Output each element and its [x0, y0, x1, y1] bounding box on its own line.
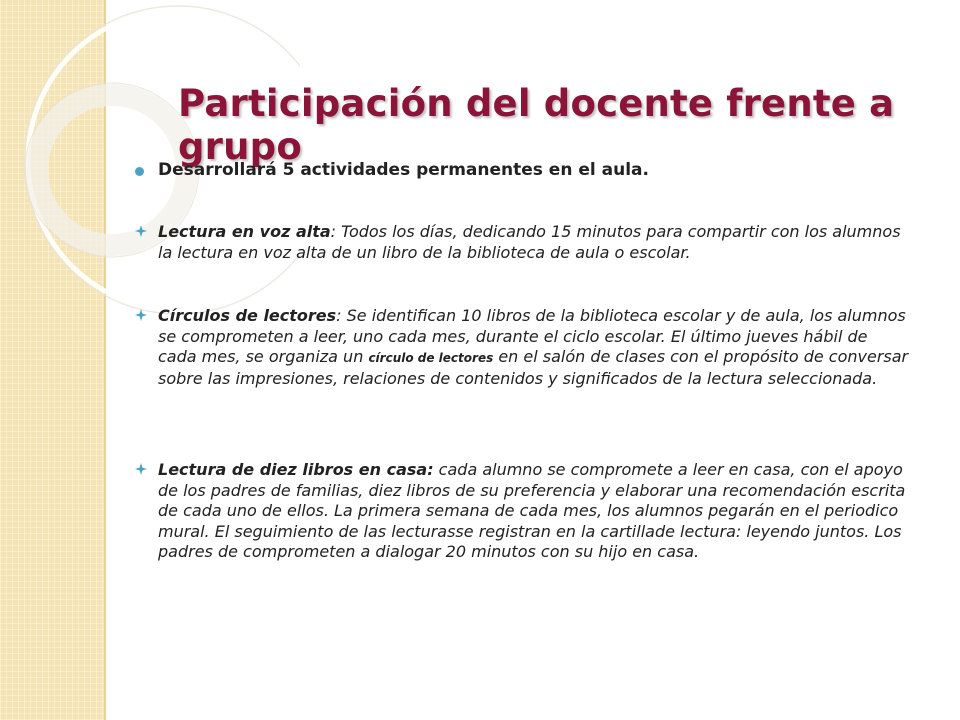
activity-item-lectura-voz-alta	[135, 222, 910, 263]
activity-label: Círculos de lectores	[158, 306, 337, 325]
activity-text-after: en el salón de clases con el propósito de conversar sobre las impresiones, relaciones de contenidos y significados de la lectura seleccionada.	[158, 347, 909, 388]
diamond-bullet-icon	[135, 309, 147, 321]
activity-label: Lectura de diez libros en casa:	[158, 460, 434, 479]
slide-title: Participación del docente frente a grupo	[178, 82, 895, 168]
activity-label: Lectura en voz alta	[158, 222, 331, 241]
activity-item-circulos-lectores	[135, 306, 910, 389]
activity-item-diez-libros	[135, 460, 910, 563]
round-bullet-icon	[135, 167, 144, 176]
intro-text: Desarrollará 5 actividades permanentes en el aula.	[158, 160, 649, 180]
diamond-bullet-icon	[135, 463, 147, 475]
activity-text: cada alumno se compromete a leer en casa, con el apoyo de los padres de familias, diez libros de su preferencia y elaborar una recomendación escrita de cada uno de ellos. La primera semana de cada mes, los alumnos pegarán en el periodico mural. El seguimiento de las lecturasse registran en la cartillade lectura: leyendo juntos. Los padres de comprometen a dialogar 20 minutos con su hijo en casa.	[158, 460, 906, 561]
activity-text: : Todos los días, dedicando 15 minutos para compartir con los alumnos la lectura en voz alta de un libro de la biblioteca de aula o escolar.	[158, 222, 901, 262]
activity-inline-term: círculo de lectores	[368, 351, 494, 365]
activity-text: : Se identifican 10 libros de la biblioteca escolar y de aula, los alumnos se comprometen a leer, uno cada mes, durante el ciclo escolar. El último jueves hábil de cada mes, se organiza un	[158, 306, 906, 366]
diamond-bullet-icon	[135, 225, 147, 237]
